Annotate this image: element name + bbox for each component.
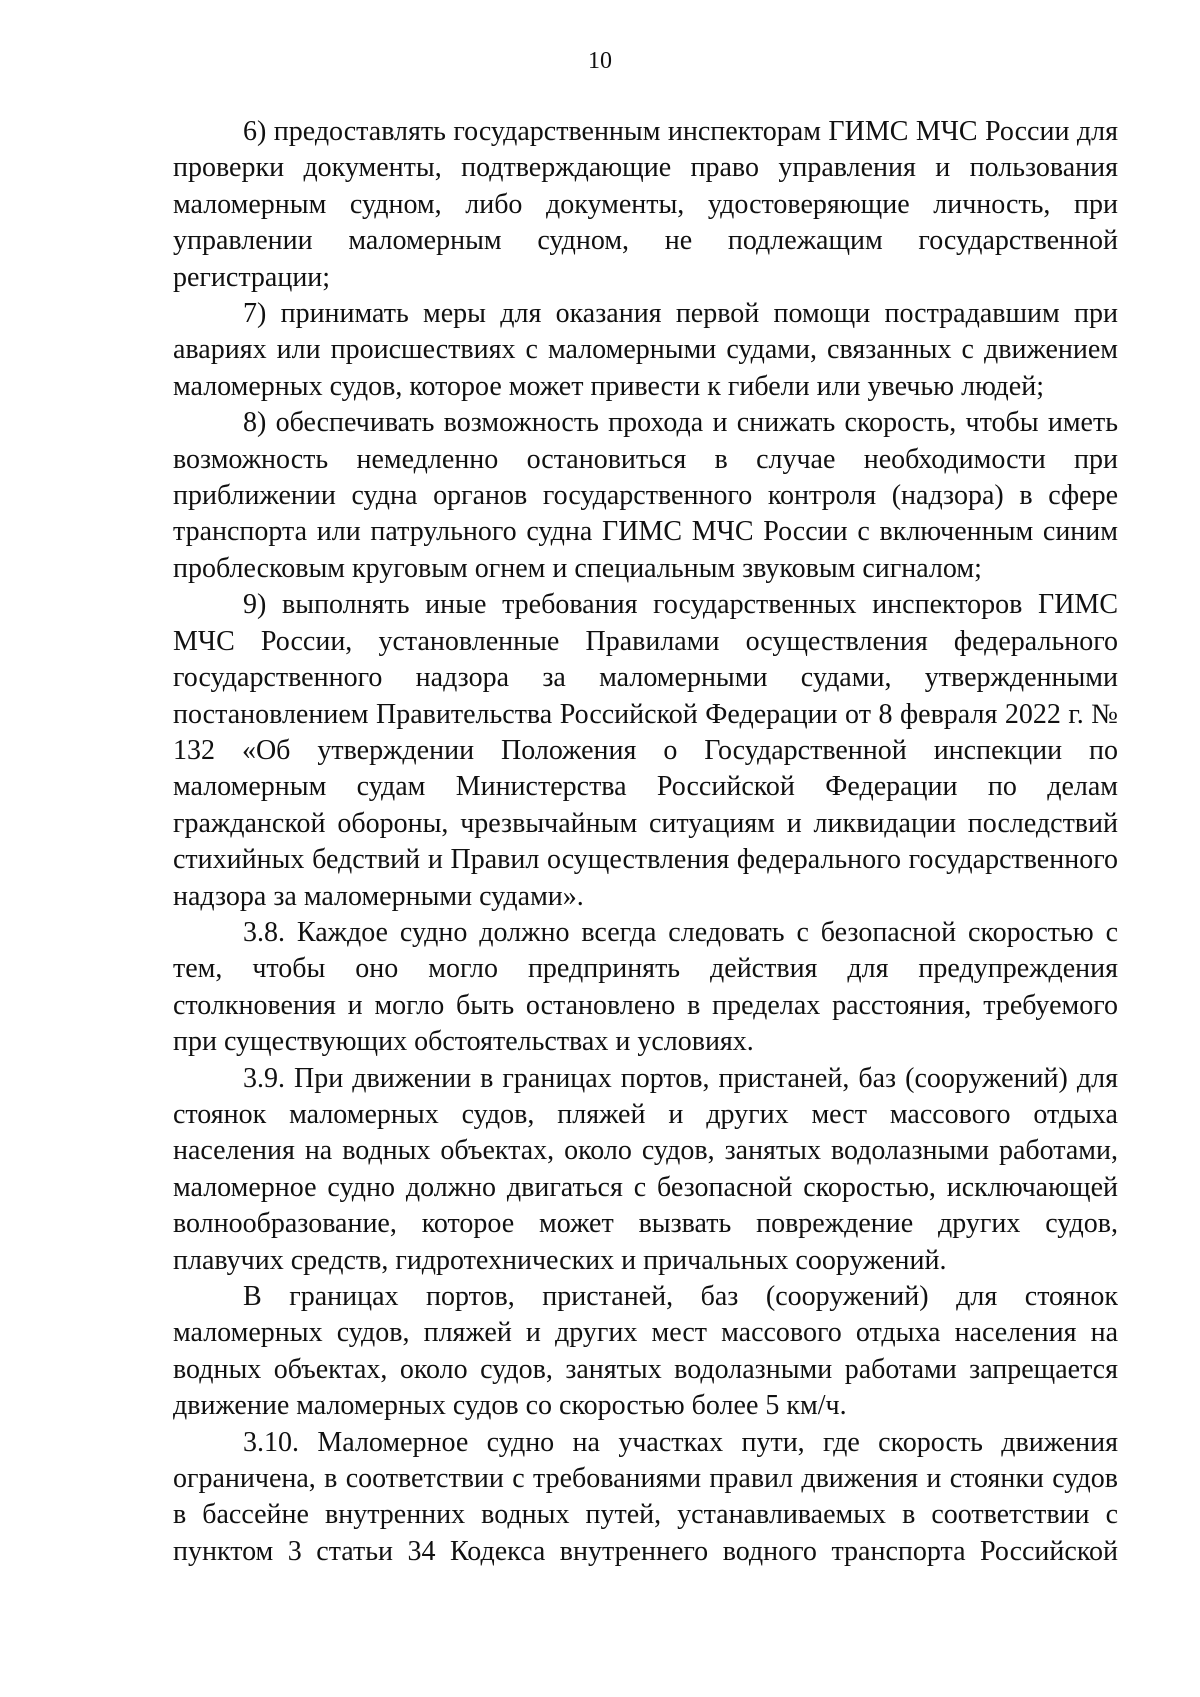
paragraph-3-9: 3.9. При движении в границах портов, пристаней, баз (сооружений) для стоянок маломерных судов, пляжей и других мест массового отдыха населения на водных объектах, около судов, занятых водолазными работами, маломерное судно должно двигаться с безопасной скоростью, исключающей волнообразование, которое может вызвать повреждение других судов, плавучих средств, гидротехнических и причальных сооружений. — [173, 1062, 1118, 1276]
document-body — [173, 114, 1118, 1570]
paragraph-item-9: 9) выполнять иные требования государственных инспекторов ГИМС МЧС России, установленные Правилами осуществления федерального государственного надзора за маломерными судами, утвержденными постановлением Правительства Российской Федерации от 8 февраля 2022 г. № 132 «Об утверждении Положения о Государственной инспекции по маломерным судам Министерства Российской Федерации по делам гражданской обороны, чрезвычайным ситуациям и ликвидации последствий стихийных бедствий и Правил осуществления федерального государственного надзора за маломерными судами». — [173, 589, 1118, 912]
paragraph-3-10: 3.10. Маломерное судно на участках пути, где скорость движения ограничена, в соответствии с требованиями правил движения и стоянки судов в бассейне внутренних водных путей, устанавливаемых в соответствии с пунктом 3 статьи 34 Кодекса внутреннего водного транспорта Российской — [173, 1426, 1118, 1567]
paragraph-3-8: 3.8. Каждое судно должно всегда следовать с безопасной скоростью с тем, чтобы оно могло предпринять действия для предупреждения столкновения и могло быть остановлено в пределах расстояния, требуемого при существующих обстоятельствах и условиях. — [173, 916, 1118, 1058]
paragraph-item-8: 8) обеспечивать возможность прохода и снижать скорость, чтобы иметь возможность немедленно остановиться в случае необходимости при приближении судна органов государственного контроля (надзора) в сфере транспорта или патрульного судна ГИМС МЧС России с включенным синим проблесковым круговым огнем и специальным звуковым сигналом; — [173, 407, 1118, 584]
paragraph-speed-limit: В границах портов, пристаней, баз (сооружений) для стоянок маломерных судов, пляжей и других мест массового отдыха населения на водных объектах, около судов, занятых водолазными работами запрещается движение маломерных судов со скоростью более 5 км/ч. — [173, 1281, 1118, 1422]
paragraph-item-7: 7) принимать меры для оказания первой помощи пострадавшим при авариях или происшествиях с маломерными судами, связанных с движением маломерных судов, которое может привести к гибели или увечью людей; — [173, 298, 1118, 402]
page-number: 10 — [588, 48, 612, 74]
paragraph-item-6: 6) предоставлять государственным инспекторам ГИМС МЧС России для проверки документы, подтверждающие право управления и пользования маломерным судном, либо документы, удостоверяющие личность, при управлении маломерным судном, не подлежащим государственной регистрации; — [173, 116, 1118, 293]
